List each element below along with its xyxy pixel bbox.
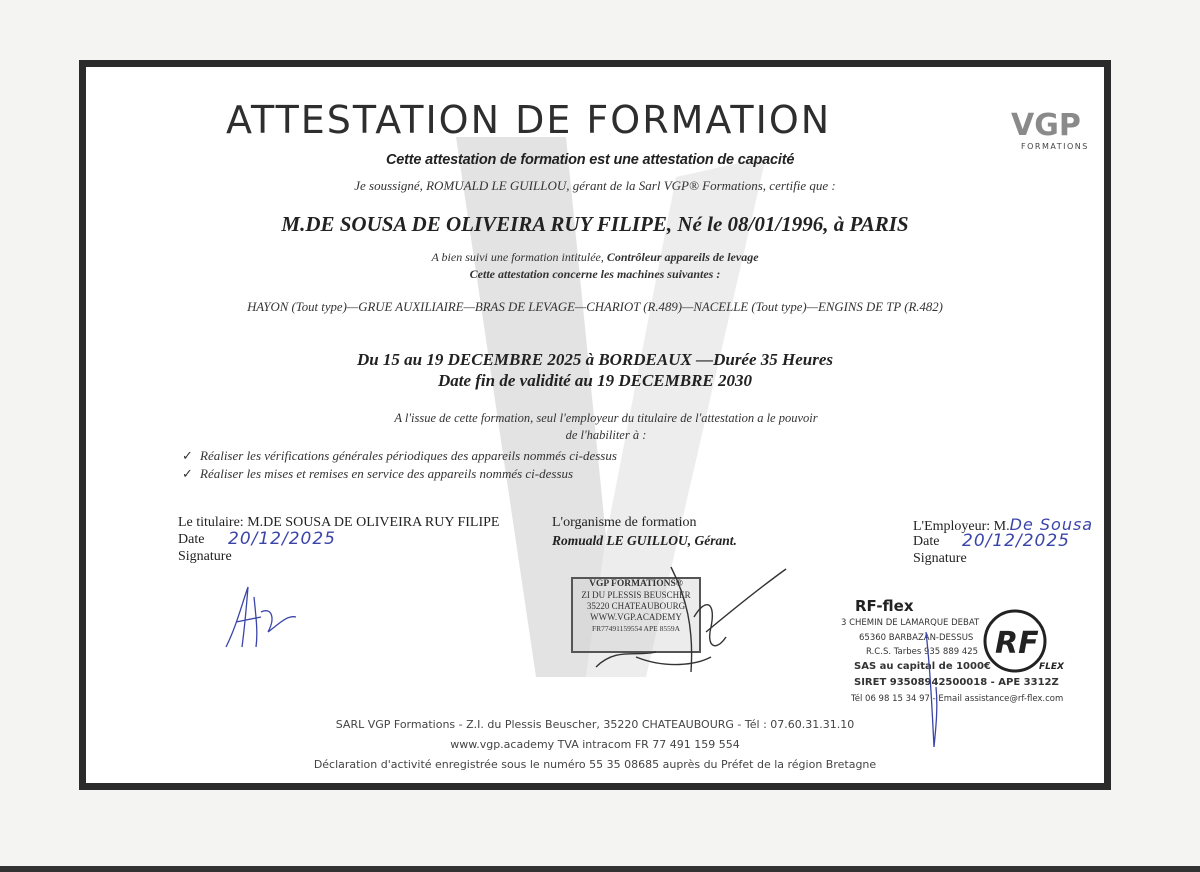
employer-signature-label: Signature <box>913 551 967 566</box>
rf-siret: SIRET 93508942500018 - APE 3312Z <box>854 677 1059 688</box>
list-item: ✓ Réaliser les vérifications générales périodiques des appareils nommés ci-dessus <box>182 448 617 463</box>
list-item: ✓ Réaliser les mises et remises en service des appareils nommés ci-dessus <box>182 466 574 481</box>
employer-label: L'Employeur: M.De Sousa <box>913 515 1094 534</box>
holder-signature <box>216 577 316 657</box>
org-label: L'organisme de formation <box>552 515 697 530</box>
org-person: Romuald LE GUILLOU, Gérant. <box>552 533 737 548</box>
course-line <box>86 250 1104 265</box>
page-title: ATTESTATION DE FORMATION <box>226 98 832 142</box>
check-icon: ✓ <box>182 448 193 463</box>
issue-line-1: A l'issue de cette formation, seul l'employeur du titulaire de l'attestation a le pouvoir <box>394 411 818 425</box>
validity-date: Date fin de validité au 19 DECEMBRE 2030 <box>437 371 753 390</box>
vgp-logo <box>1007 103 1103 153</box>
rf-capital: SAS au capital de 1000€ <box>854 661 991 672</box>
rf-rcs: R.C.S. Tarbes 935 889 425 <box>866 647 979 657</box>
svg-text:FORMATIONS: FORMATIONS <box>1021 142 1089 151</box>
holder-signature-label: Signature <box>178 549 232 564</box>
employer-name-handwritten: De Sousa <box>1009 515 1094 534</box>
svg-text:VGP: VGP <box>1011 108 1081 143</box>
certificate-frame <box>79 60 1111 790</box>
training-dates: Du 15 au 19 DECEMBRE 2025 à BORDEAUX —Durée 35 Heures <box>356 350 834 369</box>
employer-date-label: Date <box>913 534 940 549</box>
rf-flex-name: RF-flex <box>855 597 914 615</box>
rf-flex-badge <box>981 607 1071 677</box>
holder-label: Le titulaire: M.DE SOUSA DE OLIVEIRA RUY FILIPE <box>178 515 500 530</box>
scan-edge <box>0 866 1200 872</box>
course-prefix: A bien suivi une formation intitulée, <box>431 250 607 264</box>
machines-list: HAYON (Tout type)—GRUE AUXILIAIRE—BRAS DE LEVAGE—CHARIOT (R.489)—NACELLE (Tout type)—ENGINS DE TP (R.482) <box>247 300 943 314</box>
holder-date-handwritten: 20/12/2025 <box>228 529 336 549</box>
check-icon: ✓ <box>182 466 193 481</box>
footer-line-3: Déclaration d'activité enregistrée sous le numéro 55 35 08685 auprès du Préfet de la région Bretagne <box>313 758 877 771</box>
rf-contact: Tél 06 98 15 34 97 - Email assistance@rf-flex.com <box>851 694 1064 704</box>
vgp-stamp: VGP FORMATIONS® ZI DU PLESSIS BEUSCHER 35220 CHATEAUBOURG WWW.VGP.ACADEMY FR77491159554 APE 8559A <box>571 577 701 653</box>
issue-line-2: de l'habiliter à : <box>565 428 647 442</box>
employer-date-handwritten: 20/12/2025 <box>962 531 1070 551</box>
course-title: Contrôleur appareils de levage <box>606 250 759 264</box>
rf-address1: 3 CHEMIN DE LAMARQUE DEBAT <box>841 618 980 628</box>
svg-text:RF: RF <box>995 626 1039 661</box>
footer-line-2: www.vgp.academy TVA intracom FR 77 491 159 554 <box>450 738 740 751</box>
org-signature <box>576 557 806 687</box>
certify-line: Je soussigné, ROMUALD LE GUILLOU, gérant de la Sarl VGP® Formations, certifie que : <box>354 178 836 193</box>
subtitle: Cette attestation de formation est une attestation de capacité <box>386 152 795 168</box>
holder-date-label: Date <box>178 532 205 547</box>
machines-heading: Cette attestation concerne les machines suivantes : <box>469 267 721 281</box>
svg-text:FLEX: FLEX <box>1039 662 1064 672</box>
footer-line-1: SARL VGP Formations - Z.I. du Plessis Beuscher, 35220 CHATEAUBOURG - Tél : 07.60.31.31.10 <box>335 718 855 731</box>
trainee-name: M.DE SOUSA DE OLIVEIRA RUY FILIPE, Né le 08/01/1996, à PARIS <box>281 212 909 236</box>
rf-address2: 65360 BARBAZAN-DESSUS <box>859 633 974 643</box>
